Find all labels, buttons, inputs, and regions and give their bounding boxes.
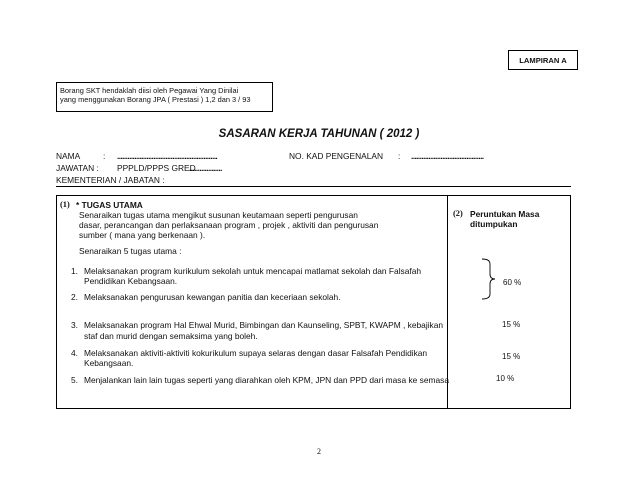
borang-note bbox=[56, 82, 273, 112]
header-divider-rule bbox=[56, 186, 571, 187]
task-4-line2: Kebangsaan. bbox=[84, 358, 134, 368]
nama-colon: : bbox=[103, 151, 106, 161]
kad-colon: : bbox=[398, 151, 401, 161]
task-4-number: 4. bbox=[71, 348, 78, 358]
task-2-number: 2. bbox=[71, 292, 78, 302]
info-row-nama bbox=[56, 151, 484, 161]
section1-number: (1) bbox=[60, 200, 70, 209]
allocation-task-3: 15 % bbox=[502, 320, 521, 329]
task-4-line1: Melaksanakan aktiviti-aktiviti kokurikulum supaya selaras dengan dasar Falsafah Pendidikan bbox=[84, 348, 428, 358]
document-title: SASARAN KERJA TAHUNAN ( 2012 ) bbox=[218, 128, 420, 140]
section2-heading-line2: ditumpukan bbox=[470, 219, 518, 229]
info-row-jawatan bbox=[56, 163, 222, 173]
jawatan-label: JAWATAN : bbox=[56, 163, 99, 173]
task-2-line1: Melaksanakan pengurusan kewangan panitia dan keceriaan sekolah. bbox=[84, 292, 341, 302]
task-1-line1: Melaksanakan program kurikulum sekolah untuk mencapai matlamat sekolah dan Falsafah bbox=[84, 266, 422, 276]
section1-desc-line1: Senaraikan tugas utama mengikut susunan keutamaan seperti pengurusan bbox=[79, 210, 358, 220]
jawatan-value: PPPLD/PPPS GRED bbox=[117, 163, 196, 173]
section2-number: (2) bbox=[453, 209, 463, 218]
allocation-task-5: 10 % bbox=[496, 374, 515, 383]
allocation-task-4: 15 % bbox=[502, 352, 521, 361]
task-1-line2: Pendidikan Kebangsaan. bbox=[84, 276, 178, 286]
task-3-line2: staf dan murid dengan semaksima yang boleh. bbox=[84, 331, 258, 341]
borang-note-line1: Borang SKT hendaklah diisi oleh Pegawai Yang Dinilai bbox=[60, 86, 239, 95]
task-1-number: 1. bbox=[71, 266, 78, 276]
section2-heading-line1: Peruntukan Masa bbox=[470, 209, 540, 219]
right-brace-icon bbox=[480, 258, 496, 300]
nama-value: .......................................................... bbox=[117, 151, 218, 161]
borang-note-line2: yang menggunakan Borang JPA ( Prestasi ) 1,2 dan 3 / 93 bbox=[60, 95, 251, 105]
allocation-task-1-2: 60 % bbox=[503, 278, 522, 287]
lampiran-label: LAMPIRAN A bbox=[508, 50, 578, 70]
section1-desc-line2: dasar, perancangan dan perlaksanaan program , projek , aktiviti dan pengurusan bbox=[79, 220, 379, 230]
kad-label: NO. KAD PENGENALAN bbox=[289, 151, 384, 161]
section1-desc-line3: sumber ( mana yang berkenaan ). bbox=[79, 230, 206, 240]
jawatan-dots: ................... bbox=[189, 163, 222, 173]
task-5-line1: Menjalankan lain lain tugas seperti yang diarahkan oleh KPM, JPN dan PPD dari masa ke semasa bbox=[84, 375, 449, 385]
section1-heading: * TUGAS UTAMA bbox=[76, 200, 143, 210]
page-number: 2 bbox=[317, 447, 321, 456]
section1-list-intro: Senaraikan 5 tugas utama : bbox=[79, 246, 182, 256]
task-5-number: 5. bbox=[71, 375, 78, 385]
nama-label: NAMA bbox=[56, 151, 81, 161]
kad-value: .......................................... bbox=[411, 151, 484, 161]
task-3-number: 3. bbox=[71, 320, 78, 330]
kementerian-label: KEMENTERIAN / JABATAN : bbox=[56, 175, 165, 185]
task-3-line1: Melaksanakan program Hal Ehwal Murid, Bimbingan dan Kaunseling, SPBT, KWAPM , kebajikan bbox=[84, 320, 444, 330]
